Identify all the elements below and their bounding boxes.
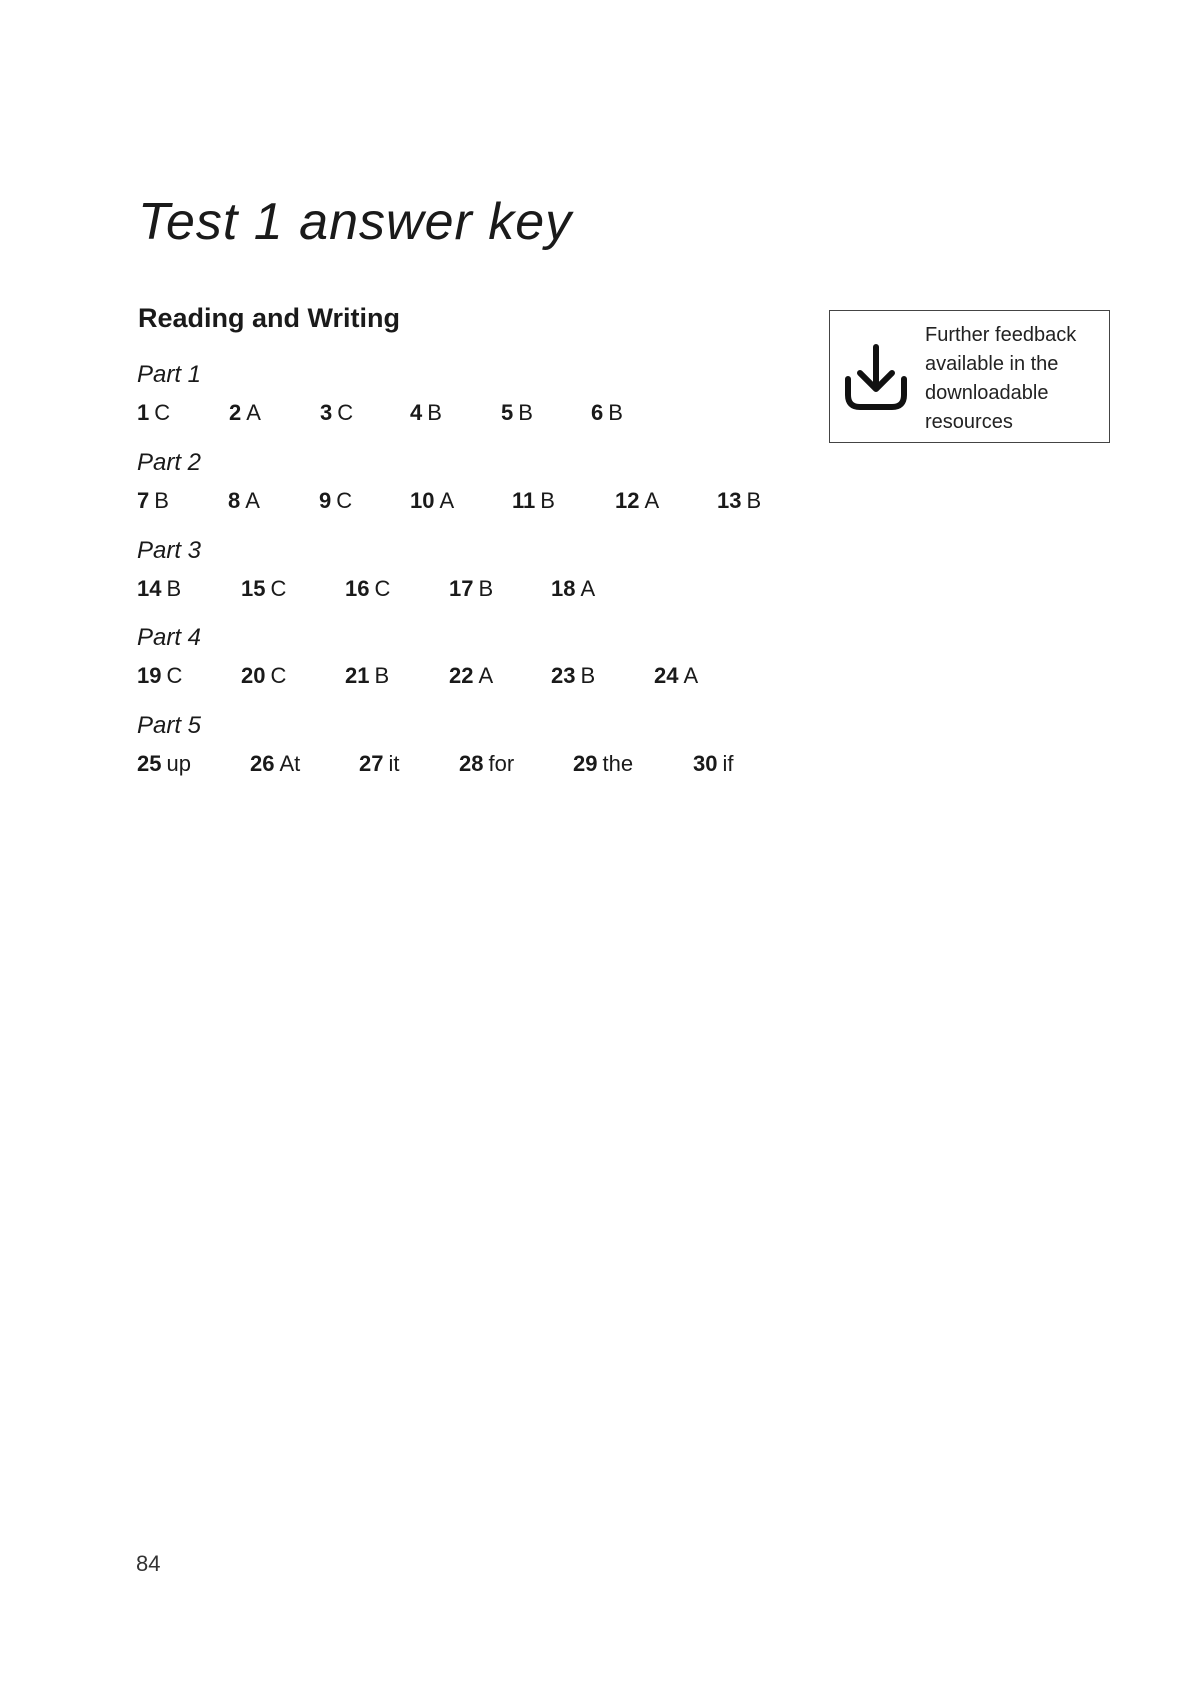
answer-value: for: [488, 751, 515, 776]
question-number: 1: [137, 400, 150, 425]
feedback-box[interactable]: [829, 310, 1110, 443]
question-number: 21: [345, 663, 370, 688]
question-number: 4: [410, 400, 423, 425]
answer-value: it: [388, 751, 400, 776]
part-3: [137, 537, 596, 604]
answer-value: up: [166, 751, 191, 776]
question-number: 12: [615, 488, 640, 513]
answer-value: B: [478, 576, 494, 601]
question-number: 24: [654, 663, 679, 688]
answer-item: [449, 578, 493, 600]
answer-value: the: [602, 751, 634, 776]
answer-value: B: [154, 488, 169, 513]
answer-value: B: [608, 400, 623, 425]
answer-row: [137, 751, 734, 779]
question-number: 11: [512, 488, 536, 513]
answer-item: [320, 402, 353, 424]
part-5: [137, 712, 734, 779]
feedback-line: available in the: [925, 353, 1059, 375]
answer-item: [717, 490, 761, 512]
answer-value: A: [683, 663, 699, 688]
answer-item: [137, 753, 191, 775]
question-number: 22: [449, 663, 474, 688]
question-number: 8: [228, 488, 241, 513]
page-number: 84: [136, 1551, 161, 1576]
answer-item: [410, 490, 454, 512]
answer-value: C: [270, 576, 287, 601]
section-heading: Reading and Writing: [138, 303, 400, 333]
answer-item: [410, 402, 442, 424]
answer-item: [345, 578, 390, 600]
answer-value: A: [439, 488, 455, 513]
feedback-line: resources: [925, 411, 1013, 433]
question-number: 13: [717, 488, 742, 513]
answer-item: [654, 665, 698, 687]
part-label: Part 5: [137, 712, 202, 739]
answer-value: A: [246, 400, 261, 425]
part-label: Part 2: [137, 449, 202, 476]
question-number: 7: [137, 488, 150, 513]
answer-item: [615, 490, 659, 512]
part-label: Part 1: [137, 361, 202, 388]
answer-value: C: [154, 400, 171, 425]
question-number: 2: [229, 400, 242, 425]
answer-value: A: [245, 488, 260, 513]
question-number: 3: [320, 400, 333, 425]
download-icon: [840, 343, 912, 415]
answer-value: B: [518, 400, 533, 425]
answer-item: [501, 402, 533, 424]
answer-item: [512, 490, 555, 512]
answer-value: B: [427, 400, 442, 425]
question-number: 23: [551, 663, 576, 688]
question-number: 17: [449, 576, 474, 601]
question-number: 6: [591, 400, 604, 425]
part-label: Part 3: [137, 537, 202, 564]
answer-value: C: [336, 488, 353, 513]
question-number: 14: [137, 576, 162, 601]
answer-value: B: [746, 488, 762, 513]
answer-item: [459, 753, 514, 775]
question-number: 29: [573, 751, 598, 776]
answer-value: A: [580, 576, 596, 601]
answer-item: [591, 402, 623, 424]
part-2: [137, 449, 762, 516]
answer-value: B: [540, 488, 555, 513]
answer-item: [228, 490, 260, 512]
answer-item: [573, 753, 633, 775]
answer-row: [137, 663, 699, 691]
feedback-line: Further feedback: [925, 324, 1077, 346]
answer-item: [137, 665, 182, 687]
question-number: 9: [319, 488, 332, 513]
answer-item: [241, 578, 286, 600]
answer-value: C: [270, 663, 287, 688]
part-4: [137, 624, 699, 691]
question-number: 27: [359, 751, 384, 776]
question-number: 15: [241, 576, 266, 601]
answer-value: B: [374, 663, 390, 688]
answer-value: A: [478, 663, 494, 688]
answer-value: At: [279, 751, 301, 776]
answer-item: [449, 665, 493, 687]
question-number: 18: [551, 576, 576, 601]
feedback-text: [925, 321, 1105, 437]
answer-value: B: [166, 576, 182, 601]
answer-item: [250, 753, 300, 775]
question-number: 5: [501, 400, 514, 425]
answer-value: C: [374, 576, 391, 601]
answer-value: B: [580, 663, 596, 688]
answer-item: [319, 490, 352, 512]
question-number: 30: [693, 751, 718, 776]
answer-item: [551, 665, 595, 687]
question-number: 16: [345, 576, 370, 601]
answer-item: [229, 402, 261, 424]
part-1: [137, 361, 623, 428]
question-number: 20: [241, 663, 266, 688]
answer-value: A: [644, 488, 660, 513]
answer-item: [551, 578, 595, 600]
answer-value: C: [337, 400, 354, 425]
answer-row: [137, 576, 596, 604]
answer-item: [359, 753, 399, 775]
part-label: Part 4: [137, 624, 202, 651]
feedback-line: downloadable: [925, 382, 1049, 404]
answer-row: [137, 400, 623, 428]
answer-item: [693, 753, 733, 775]
answer-item: [241, 665, 286, 687]
page-title: Test 1 answer key: [138, 193, 573, 251]
answer-item: [137, 490, 169, 512]
question-number: 25: [137, 751, 162, 776]
question-number: 10: [410, 488, 435, 513]
question-number: 28: [459, 751, 484, 776]
answer-row: [137, 488, 762, 516]
question-number: 26: [250, 751, 275, 776]
answer-value: if: [722, 751, 734, 776]
question-number: 19: [137, 663, 162, 688]
answer-item: [345, 665, 389, 687]
answer-value: C: [166, 663, 183, 688]
answer-item: [137, 578, 181, 600]
answer-item: [137, 402, 170, 424]
